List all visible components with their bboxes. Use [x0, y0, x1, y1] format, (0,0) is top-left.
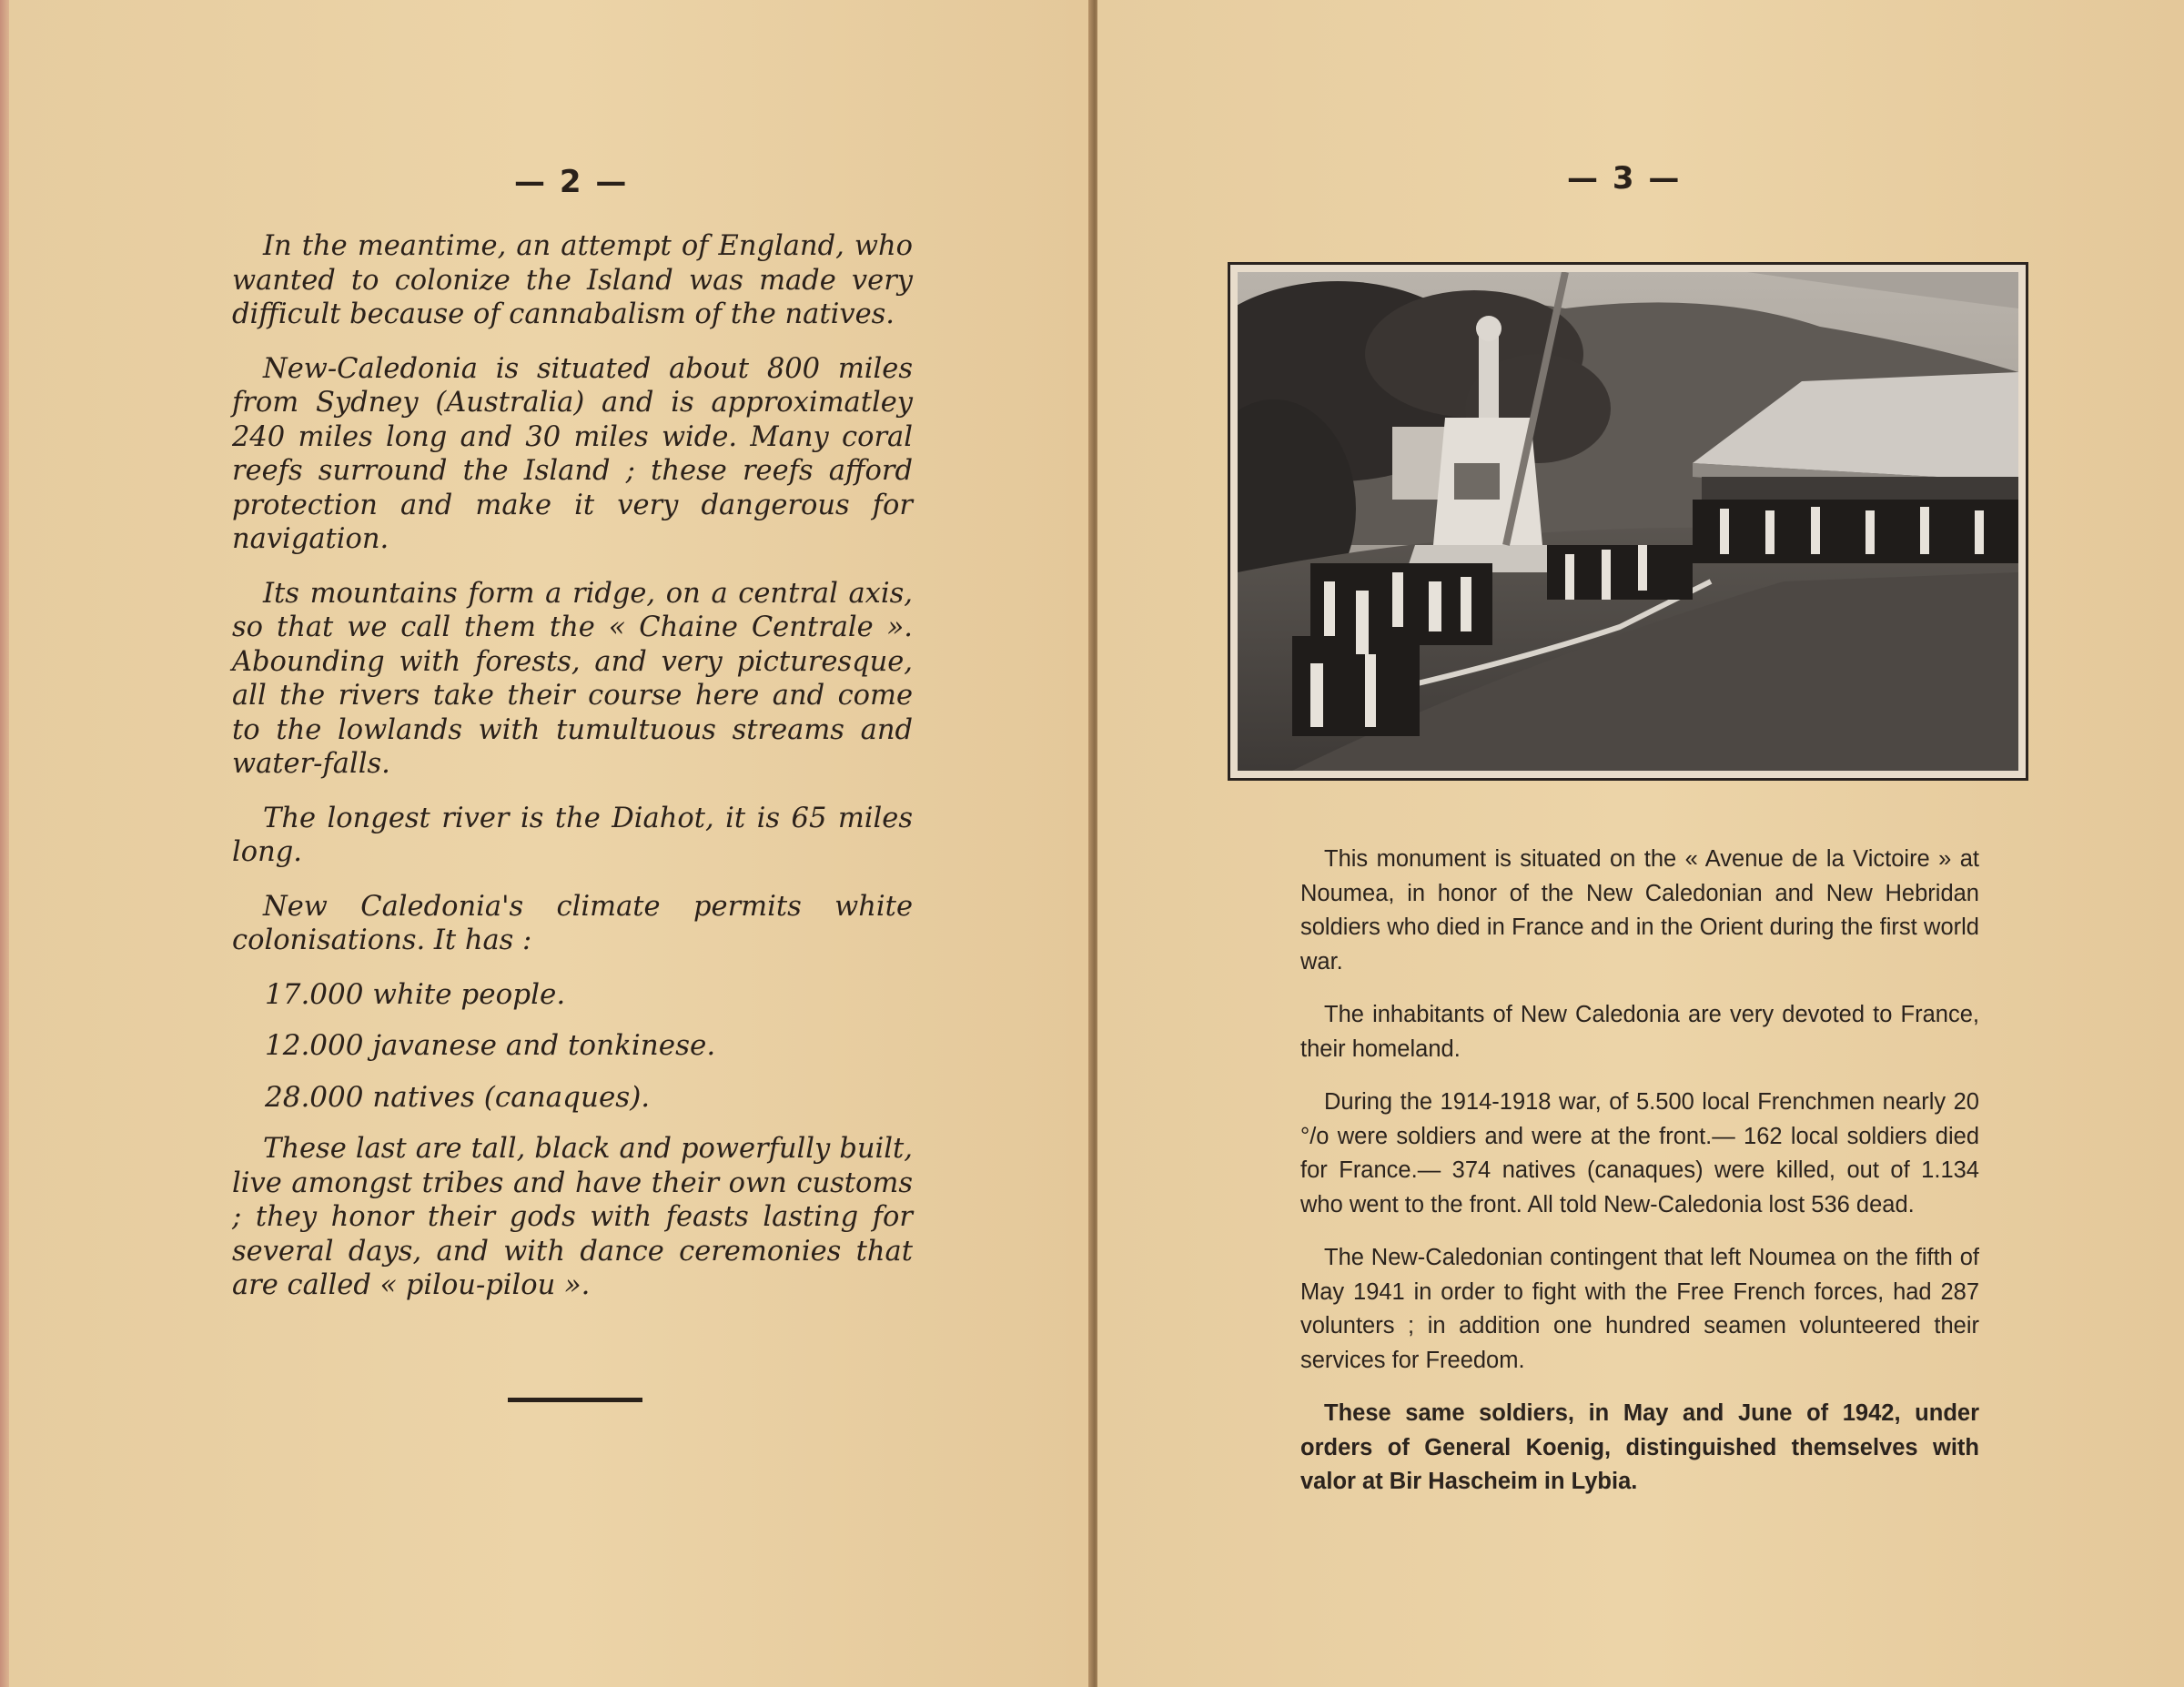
- paragraph-natives-customs: These last are tall, black and powerfully built, live amongst tribes and have their own customs ; they honor their gods with feasts lasting for several days, and with dance ceremonies that are called « pilou-pilou ».: [232, 1133, 913, 1301]
- paragraph-colonization: In the meantime, an attempt of England, who wanted to colonize the Island was made very difficult because of cannabalism of the natives.: [232, 230, 913, 330]
- section-divider: [508, 1398, 642, 1402]
- paragraph-bir-hacheim: These same soldiers, in May and June of 1942, under orders of General Koenig, distinguished themselves with valor at Bir Hascheim in Lybia.: [1300, 1400, 1979, 1494]
- left-text-column: [232, 229, 913, 1323]
- paragraph-mountains: Its mountains form a ridge, on a central axis, so that we call them the « Chaine Centrale ». Abounding with forests, and very picturesque, all the rivers take their course here and come to the lowlands with tumultuous streams and water-falls.: [232, 577, 913, 780]
- paragraph-river: The longest river is the Diahot, it is 65 miles long.: [232, 802, 913, 868]
- paragraph-devotion: The inhabitants of New Caledonia are very devoted to France, their homeland.: [1300, 1002, 1979, 1062]
- paragraph-ww1: During the 1914-1918 war, of 5.500 local Frenchmen nearly 20 °/o were soldiers and were at the front.— 162 local soldiers died for France.— 374 natives (canaques) were killed, out of 1.134 who went to the front. All told New-Caledonia lost 536 dead.: [1300, 1089, 1979, 1217]
- page-edge: [0, 0, 9, 1687]
- monument-photo: [1238, 272, 2018, 771]
- stat-natives: 28.000 natives (canaques).: [265, 1080, 651, 1114]
- monument-photo-frame: [1228, 262, 2028, 781]
- paragraph-climate: New Caledonia's climate permits white colonisations. It has :: [232, 890, 913, 956]
- page-number-left: — 2 —: [514, 164, 629, 200]
- paragraph-geography: New-Caledonia is situated about 800 miles from Sydney (Australia) and is approximatley 240 miles long and 30 miles wide. Many coral reefs surround the Island ; these reefs afford protection and make it very dangerous for navigation.: [232, 352, 913, 555]
- stat-javanese-tonkinese: 12.000 javanese and tonkinese.: [265, 1029, 716, 1062]
- paragraph-contingent: The New-Caledonian contingent that left Noumea on the fifth of May 1941 in order to fight with the Free French forces, had 287 volunters ; in addition one hundred seamen volunteered their services for Freedom.: [1300, 1245, 1979, 1373]
- paragraph-monument: This monument is situated on the « Avenue de la Victoire » at Noumea, in honor of the New Caledonian and New Hebridan soldiers who died in France and in the Orient during the first world war.: [1300, 846, 1979, 975]
- stat-white-people: 17.000 white people.: [265, 977, 566, 1011]
- page-number-right: — 3 —: [1567, 160, 1682, 197]
- right-text-column: [1300, 843, 1979, 1519]
